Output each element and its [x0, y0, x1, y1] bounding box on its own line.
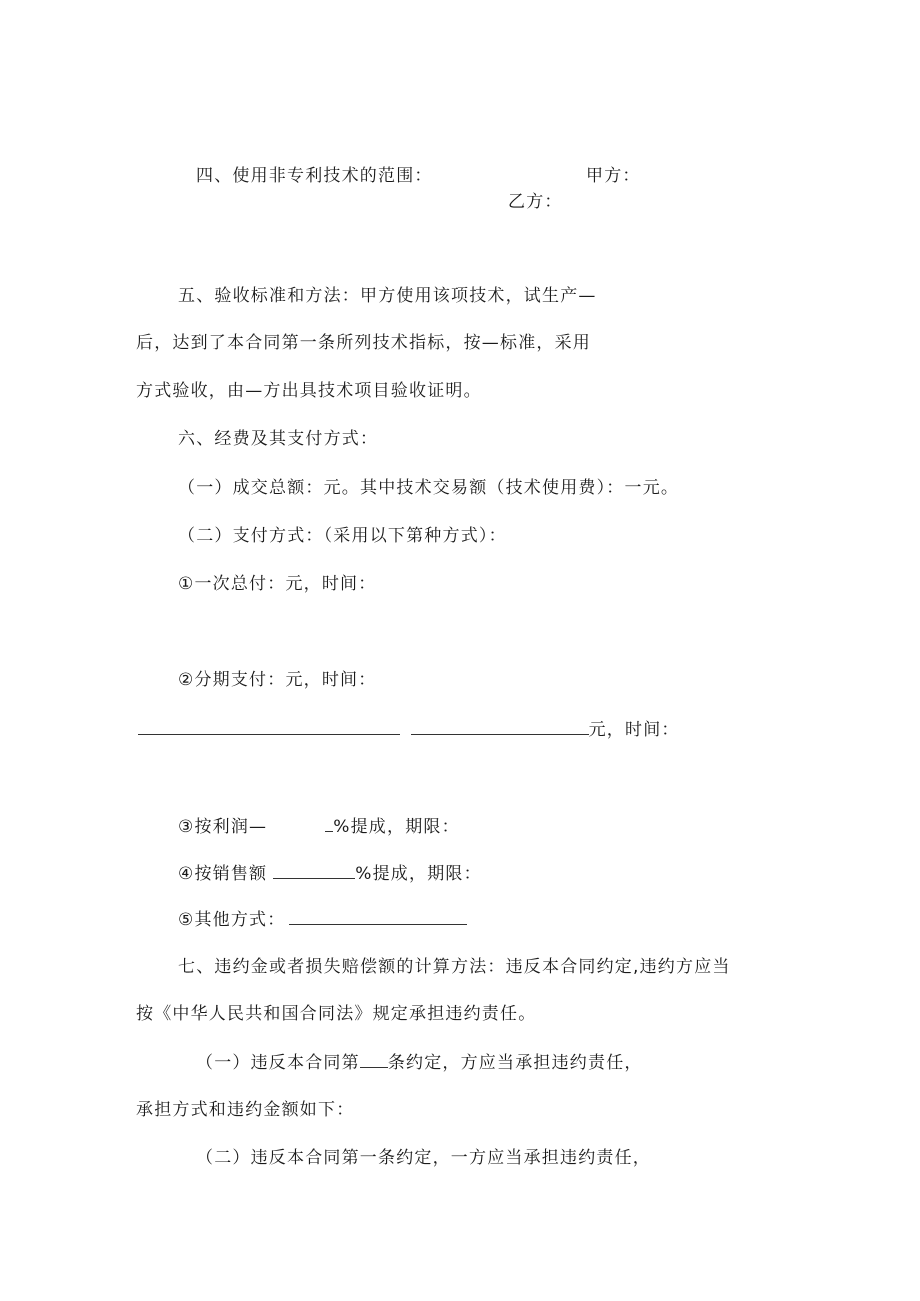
opt2-line-text: 元，时间：: [588, 720, 680, 740]
payment-option-1: ①一次总付：元，时间：: [178, 574, 377, 594]
opt3-prefix: ③按利润—: [178, 817, 268, 837]
payment-option-3: [178, 815, 460, 838]
section5-line3: 方式验收，由—方出具技术项目验收证明。: [136, 381, 482, 401]
opt5-text: ⑤其他方式：: [178, 910, 286, 930]
section5-line1: 五、验收标准和方法：甲方使用该项技术，试生产—: [178, 286, 597, 306]
opt4-suffix: %提成，期限：: [355, 864, 482, 884]
blank-field: [411, 718, 589, 735]
section7-item1-line2: 承担方式和违约金额如下：: [136, 1100, 355, 1120]
payment-option-5: [178, 908, 467, 931]
section6-item2: （二）支付方式：（采用以下第种方式）：: [178, 526, 507, 546]
item1-suffix: 条约定，方应当承担违约责任，: [387, 1053, 643, 1073]
blank-field: [273, 862, 355, 879]
blank-field: [360, 1051, 388, 1068]
section7-item2: （二）违反本合同第一条约定，一方应当承担违约责任，: [196, 1148, 651, 1168]
payment-option-2: ②分期支付：元，时间：: [178, 670, 377, 690]
blank-field: [138, 718, 400, 735]
blank-field: [289, 908, 467, 925]
party-b-label: 乙方：: [508, 192, 563, 212]
opt4-prefix: ④按销售额: [178, 864, 268, 884]
section6-title: 六、经费及其支付方式：: [178, 429, 379, 449]
section6-item1: （一）成交总额：元。其中技术交易额（技术使用费）：一元。: [178, 478, 680, 498]
section7-line2: 按《中华人民共和国合同法》规定承担违约责任。: [136, 1004, 537, 1024]
party-a-label: 甲方：: [586, 166, 641, 186]
payment-option-2-line: [138, 718, 680, 741]
section5-line2: 后，达到了本合同第一条所列技术指标，按—标准，采用: [136, 333, 591, 353]
section7-line1: 七、违约金或者损失赔偿额的计算方法：违反本合同约定,违约方应当: [178, 957, 731, 977]
section4-text: 四、使用非专利技术的范围：: [196, 166, 433, 186]
payment-option-4: [178, 862, 482, 885]
opt3-suffix: %提成，期限：: [333, 817, 460, 837]
item1-prefix: （一）违反本合同第: [196, 1053, 360, 1073]
section7-item1: [196, 1051, 643, 1074]
